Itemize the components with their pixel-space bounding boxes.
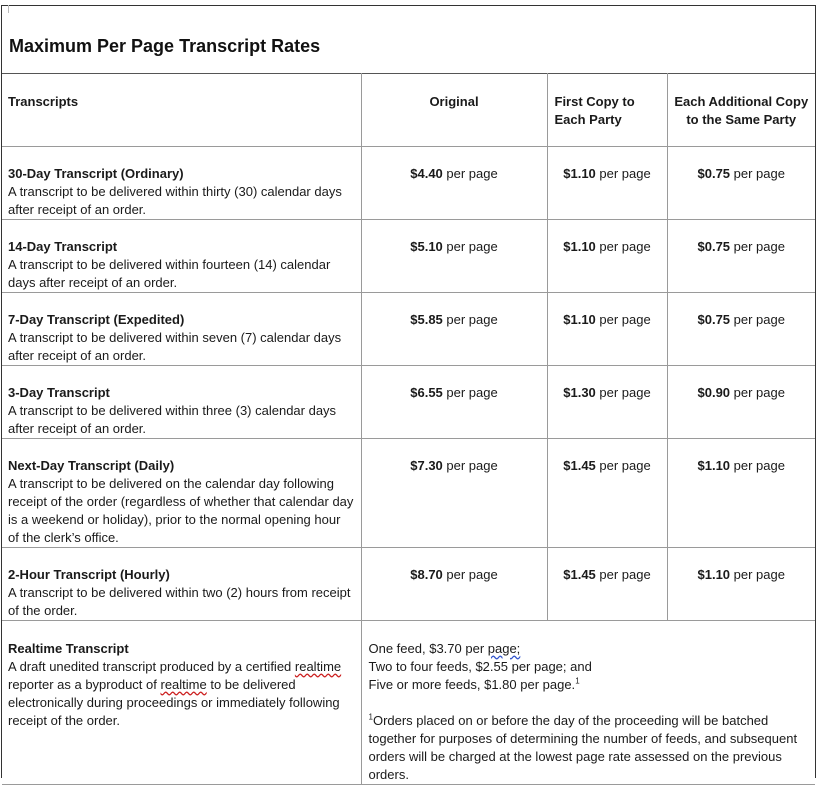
additional-copy-rate: $0.75 per page xyxy=(667,292,815,365)
transcript-description: A transcript to be delivered within thirty (30) calendar days after receipt of an order. xyxy=(8,183,342,217)
header-transcripts: Transcripts xyxy=(2,73,361,146)
additional-copy-rate: $1.10 per page xyxy=(667,438,815,547)
realtime-rate-five-or-more: Five or more feeds, $1.80 per page.$^1$ xyxy=(368,676,580,692)
page-title: Maximum Per Page Transcript Rates xyxy=(9,36,321,56)
transcript-name: Realtime Transcript xyxy=(8,640,129,656)
table-row xyxy=(2,365,815,438)
first-copy-rate: $1.30 per page xyxy=(547,365,667,438)
transcript-description: A transcript to be delivered on the calendar day following receipt of the order (regardless of whether that calendar day is a weekend or holiday), prior to the normal opening hour of the clerk’s office. xyxy=(8,475,354,545)
table-row xyxy=(2,146,815,219)
first-copy-rate: $1.10 per page xyxy=(547,292,667,365)
first-copy-rate: $1.45 per page xyxy=(547,438,667,547)
additional-copy-rate: $1.10 per page xyxy=(667,547,815,620)
table-row xyxy=(2,292,815,365)
transcript-type-cell xyxy=(2,292,361,365)
rates-table xyxy=(2,73,815,785)
title-row xyxy=(2,6,815,74)
transcript-type-cell xyxy=(2,620,361,784)
transcript-type-cell xyxy=(2,365,361,438)
realtime-rates-cell xyxy=(361,620,815,784)
transcript-type-cell xyxy=(2,547,361,620)
page-edge xyxy=(8,5,9,13)
additional-copy-rate: $0.75 per page xyxy=(667,219,815,292)
header-additional-copy: Each Additional Copy to the Same Party xyxy=(667,73,815,146)
transcript-name: 14-Day Transcript xyxy=(8,238,118,254)
original-rate: $5.10 per page xyxy=(361,219,547,292)
transcript-description: A transcript to be delivered within three (3) calendar days after receipt of an order. xyxy=(8,402,337,436)
original-rate: $7.30 per page xyxy=(361,438,547,547)
spellcheck-word: realtime xyxy=(294,658,342,674)
transcript-name: 3-Day Transcript xyxy=(8,384,110,400)
transcript-description: A transcript to be delivered within seven (7) calendar days after receipt of an order. xyxy=(8,329,342,363)
table-row xyxy=(2,547,815,620)
transcript-type-cell xyxy=(2,438,361,547)
transcript-type-cell xyxy=(2,219,361,292)
header-first-copy: First Copy to Each Party xyxy=(547,73,667,146)
realtime-rate-one-feed: One feed, $3.70 per page; xyxy=(368,640,521,656)
original-rate: $6.55 per page xyxy=(361,365,547,438)
transcript-description: A transcript to be delivered within fourteen (14) calendar days after receipt of an order. xyxy=(8,256,331,290)
transcript-description: A draft unedited transcript produced by a certified realtime reporter as a byproduct of realtime to be delivered electronically during proceedings or immediately following receipt of the order. xyxy=(8,658,342,728)
additional-copy-rate: $0.90 per page xyxy=(667,365,815,438)
transcript-name: 2-Hour Transcript (Hourly) xyxy=(8,566,170,582)
additional-copy-rate: $0.75 per page xyxy=(667,146,815,219)
table-row xyxy=(2,438,815,547)
first-copy-rate: $1.45 per page xyxy=(547,547,667,620)
footnote: $^1$Orders placed on or before the day of the proceeding will be batched together for purposes of determining the number of feeds, and subsequent orders will be charged at the lowest page rate assessed on the previous orders. xyxy=(368,712,798,782)
original-rate: $8.70 per page xyxy=(361,547,547,620)
realtime-rate-two-to-four: Two to four feeds, $2.55 per page; and xyxy=(368,658,592,674)
first-copy-rate: $1.10 per page xyxy=(547,146,667,219)
transcript-name: 30-Day Transcript (Ordinary) xyxy=(8,165,184,181)
header-original: Original xyxy=(361,73,547,146)
transcript-type-cell xyxy=(2,146,361,219)
transcript-description: A transcript to be delivered within two (2) hours from receipt of the order. xyxy=(8,584,351,618)
first-copy-rate: $1.10 per page xyxy=(547,219,667,292)
rates-document xyxy=(1,5,816,782)
original-rate: $5.85 per page xyxy=(361,292,547,365)
table-row xyxy=(2,219,815,292)
spellcheck-word: realtime xyxy=(160,676,207,692)
original-rate: $4.40 per page xyxy=(361,146,547,219)
header-row xyxy=(2,73,815,146)
grammar-flag-word: page; xyxy=(487,640,521,656)
transcript-name: Next-Day Transcript (Daily) xyxy=(8,457,175,473)
transcript-name: 7-Day Transcript (Expedited) xyxy=(8,311,185,327)
realtime-row xyxy=(2,620,815,784)
